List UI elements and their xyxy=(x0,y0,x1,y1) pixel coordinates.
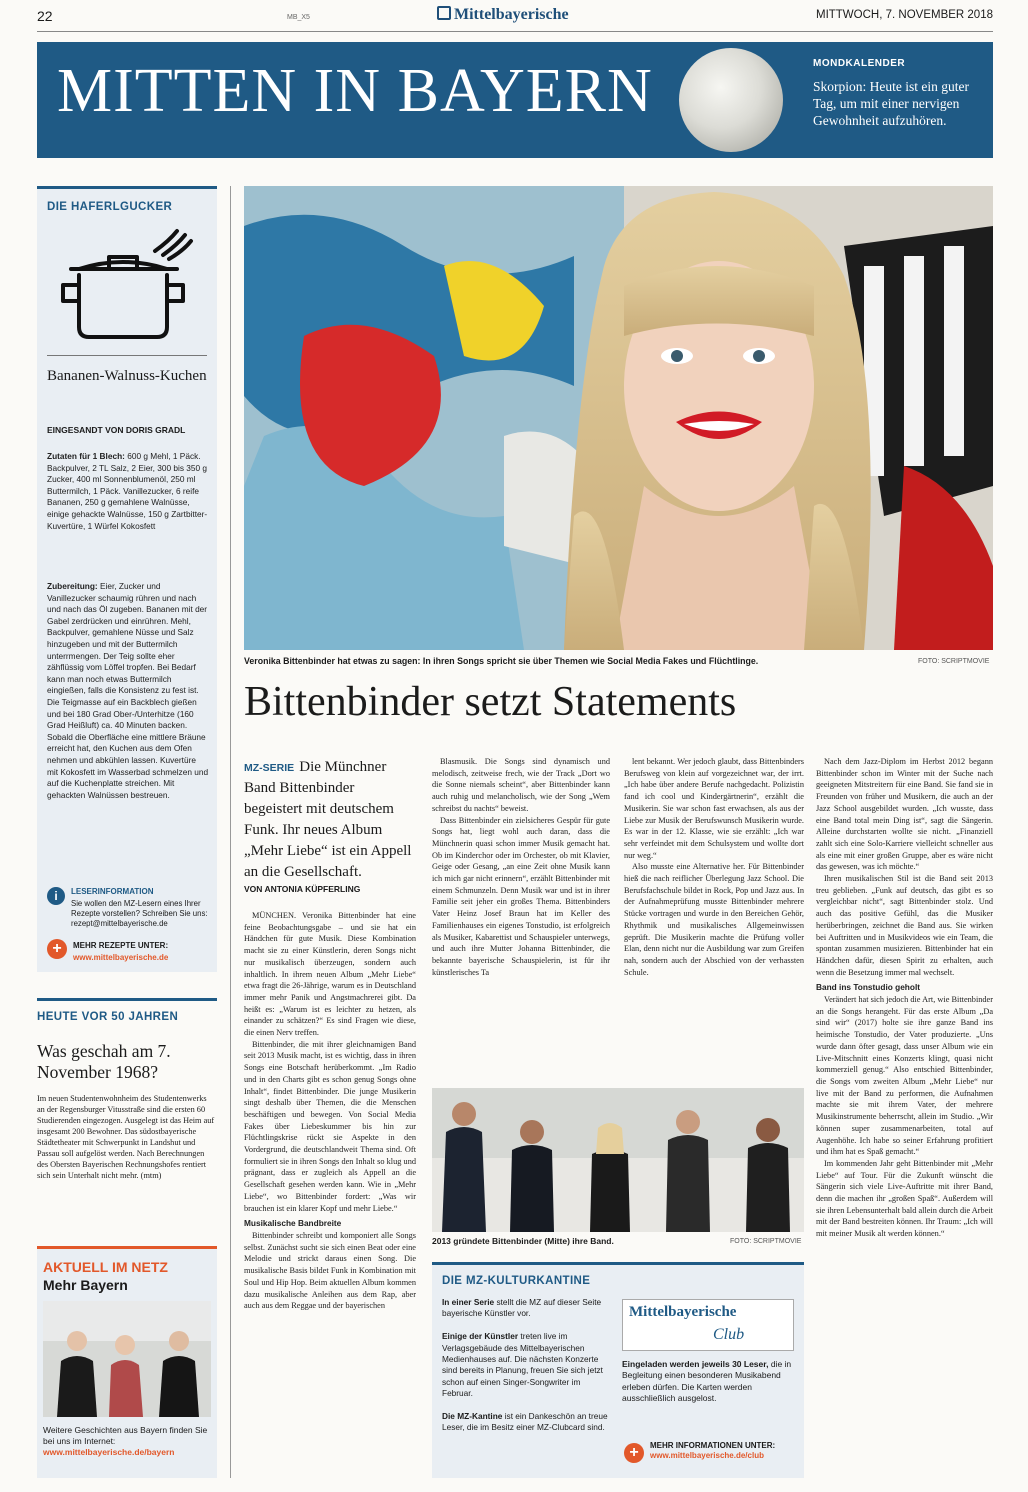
paragraph: Im kommenden Jahr geht Bittenbinder mit „Mehr Liebe“ auf Tour. Für die Zukunft wünscht die Sängerin sich viele Live-Auftritte mit ihrer Band, denn die machen ihr „großen Spaß“. Außerdem will sie ihren Lebensunterhalt bald allein durch die Arbeit mit der Band bestreiten können. Ihr Traum: „Ich will mit meiner Musik alt werden können.“ xyxy=(816,1158,993,1239)
series-label: MZ-SERIE xyxy=(244,762,295,774)
online-box-photo xyxy=(43,1301,211,1417)
more-info: MEHR INFORMATIONEN UNTER: www.mittelbayerische.de/club xyxy=(650,1441,776,1460)
recipe-box xyxy=(37,186,217,972)
article-lead xyxy=(244,756,416,882)
photo-caption: Veronika Bittenbinder hat etwas zu sagen: In ihren Songs spricht sie über Themen wie Social Media Fakes und Flüchtlinge. xyxy=(244,656,759,666)
recipe-title: Bananen-Walnuss-Kuchen xyxy=(47,368,207,384)
paragraph: Dass Bittenbinder ein zielsicheres Gespür für gute Songs hat, liegt wohl auch daran, dass die Münchnerin quasi schon immer Musik gemacht hat. Ob im Kinderchor oder im Orchester, ob mit Klavier, Geige oder Gesang, „an eine Zeit ohne Musik kann ich mich gar nicht erinnern“, erzählt Bittenbinder mit einem Schmunzeln. Denn Musik war und ist in ihrer Familie seit jeher ein großes Thema. Bittenbinders Vater Heinz Josef Braun hat im Keller des Familienhauses ein eigenes Tonstudio, ist erfolgreich als Musiker, Kabarettist und Schauspieler unterwegs, und auch ihre Mutter Johanna Bittenbinder, die bekannte bayerische Schauspielerin, ist für ihr künstlerisches Ta xyxy=(432,815,610,977)
article-column-2 xyxy=(432,756,610,1086)
subheading: Musikalische Bandbreite xyxy=(244,1218,342,1229)
issue-date: MITTWOCH, 7. NOVEMBER 2018 xyxy=(815,9,993,21)
paragraph: Also musste eine Alternative her. Für Bittenbinder hieß die nach reiflicher Überlegung Jazz School. Die Berufsfachschule bildet in Rock, Pop und Jazz aus. In der Aufnahmeprüfung musste Bittenbinder mehrere Stücke vortragen und wurde in den Bereichen Gehör, Rhythmik und musikalisches Allgemeinwissen geprüft. Die Musikerin machte die Prüfung voller Elan, denn nicht nur die Ausbildung war zum Greifen nah, sondern auch der Abschied von der verhassten Schule. xyxy=(624,862,804,977)
recipe-box-header: DIE HAFERLGUCKER xyxy=(47,201,173,213)
lead-text: Die Münchner Band Bittenbinder begeistert mit deutschem Funk. Ihr neues Album „Mehr Liebe“ ist ein Appell an die Gesellschaft. xyxy=(244,759,412,880)
paragraph: MÜNCHEN. Veronika Bittenbinder hat eine feine Beobachtungsgabe – und sie hat ein Händchen für gute Musik. Diese Kombination macht sie zu einer Künstlerin, deren Songs nicht nur musikalisch überzeugen, sondern auch inhaltlich. In ihrem neuen Album „Mehr Liebe“ etwa fragt die 26-Jährige, warum es in Deutschland immer mehr Panik und Angstmachrerei gibt. Da heißt es: „Warum ist es leichter zu hetzen, als einander zu schätzen?“ Es sind Fragen wie diese, die einen Nerv treffen. xyxy=(244,911,416,1038)
online-box xyxy=(37,1246,217,1478)
edition-code: MB_X5 xyxy=(287,14,310,21)
more-recipes-label: MEHR REZEPTE UNTER: xyxy=(73,941,169,950)
newspaper-brand: Mittelbayerische xyxy=(437,6,569,24)
band-photo xyxy=(432,1088,804,1232)
paragraph: Bittenbinder schreibt und komponiert alle Songs selbst. Zunächst sucht sie sich einen Beat oder eine Melodie und strickt daraus einen Song. Die musikalische Basis bildet Funk in Kombination mit Soul und Hip Hop. Beim aktuellen Album kommen dazu musikalische Anleihen aus dem Rap, aber auch aus dem Reggae und der bayerischen xyxy=(244,1230,416,1311)
article-headline: Bittenbinder setzt Statements xyxy=(244,679,737,725)
article-column-3 xyxy=(624,756,804,1086)
online-box-link[interactable]: www.mittelbayerische.de/bayern xyxy=(43,1447,175,1457)
photo-credit: FOTO: SCRIPTMOVIE xyxy=(918,658,990,665)
paragraph: Verändert hat sich jedoch die Art, wie Bittenbinder an die Songs herangeht. Für das erste Album „Da sind wir“ (2017) holte sie ihre ganze Band ins heimische Tonstudio, der Vater produzierte. „Uns wurde dann öfter gesagt, dass unser Album wie ein Live-Mitschnitt eines Konzerts klingt, quasi nicht kommerziell genug.“ Also entschied Bittenbinder, die Songs vom zweiten Album „Mehr Liebe“ nur live mit der Band zu performen, die Aufnahmen machte sie mit ihrem Vater, der mehrere Musikinstrumente beherrscht, allein im Studio. „Wir können super zusammenarbeiten, total auf Augenhöhe. Ich habe so seiner Erfahrung profitiert und ihm hat es Spaß gemacht.“ xyxy=(816,995,993,1157)
article-column-1 xyxy=(244,910,416,1480)
more-recipes-link[interactable]: www.mittelbayerische.de xyxy=(73,953,169,962)
recipe-ingredients: Zutaten für 1 Blech: 600 g Mehl, 1 Päck. Backpulver, 2 TL Salz, 2 Eier, 300 bis 350 g Zucker, 400 ml Sonnenblumenöl, 250 ml Buttermilch, 1 Päck. Vanillezucker, 6 reife Bananen, 250 g gemahlene Walnüsse, einige gehackte Walnüsse, 150 g Zartbitter-Kuvertüre, 1 Würfel Kokosfett xyxy=(47,451,208,531)
section-title: MITTEN IN BAYERN xyxy=(57,57,653,125)
info-icon: i xyxy=(47,887,65,905)
moon-calendar-text: Skorpion: Heute ist ein guter Tag, um mit einer nervigen Gewohnheit aufzuhören. xyxy=(813,79,969,128)
online-box-headline: Mehr Bayern xyxy=(43,1277,128,1293)
history-box-header: HEUTE VOR 50 JAHREN xyxy=(37,1011,179,1023)
moon-calendar-label: MONDKALENDER xyxy=(813,58,906,69)
recipe-divider xyxy=(47,355,207,356)
brand-logo-icon xyxy=(437,6,451,20)
moon-image xyxy=(679,48,783,152)
history-box xyxy=(37,998,217,1238)
reader-info-text: Sie wollen den MZ-Lesern eines Ihrer Rezepte vorstellen? Schreiben Sie uns: rezept@mittelbayerische.de xyxy=(71,899,208,928)
kulturkantine-box xyxy=(432,1262,804,1478)
paragraph: Blasmusik. Die Songs sind dynamisch und melodisch, zeitweise frech, wie der Track „Dort wo die Sonne niemals scheint“, aber Bittenbinder kann auch ruhig und melancholisch, wie der Song „Wem schreibst du nachts“ beweist. xyxy=(432,757,610,813)
online-box-text: Weitere Geschichten aus Bayern finden Sie bei uns im Internet: www.mittelbayerische.de/bayern xyxy=(43,1425,208,1457)
article-column-4 xyxy=(816,756,993,1480)
plus-icon: + xyxy=(624,1443,644,1463)
kulturkantine-invite: Eingeladen werden jeweils 30 Leser, die in Begleitung einen besonderen Musikabend erleben dürfen. Die Karten werden ausschließlich ausgelost. xyxy=(622,1359,792,1404)
page-topline xyxy=(37,6,993,32)
band-photo-caption: 2013 gründete Bittenbinder (Mitte) ihre Band. xyxy=(432,1236,614,1246)
online-box-kicker: AKTUELL IM NETZ xyxy=(43,1259,168,1275)
plus-icon: + xyxy=(47,939,67,959)
paragraph: Ihren musikalischen Stil ist die Band seit 2013 treu geblieben. „Funk auf deutsch, das gibt es so vergleichbar nicht“, sagt Bittenbinder stolz. Und auch das positive Gefühl, das die Musiker herüberbringen, zeichnet die Band aus. Sie wirken bei Auftritten und in Musikvideos wie ein Team, die spontan zusammen musizieren. Bittenbinder hat ein Händchen dafür, diesen Spirit zu erhalten, auch wenn die Besetzung immer mal wechselt. xyxy=(816,874,993,977)
history-text: Im neuen Studentenwohnheim des Studentenwerks an der Regensburger Vitusstraße sind die ersten 60 Studierenden eingezogen. Ausgelegt ist das Heim auf insgesamt 200 Bewohner. Das südostbayerische Städtetheater mit Schwerpunkt in Landshut und Passau soll aufgelöst werden. Nach Berechnungen des Obersten Bayerischen Rechnungshofes rentiert sich sein Unterhalt nicht mehr. (mtm) xyxy=(37,1094,215,1180)
kulturkantine-info: In einer Serie stellt die MZ auf dieser Seite bayerische Künstler vor. Einige der Künstler treten live im Verlagsgebäude des Mittelbayerischen Medienhauses auf. Die nächsten Konzerte sind bereits in Planung, freuen Sie sich jetzt schon auf einen Singer-Songwriter im Februar. Die MZ-Kantine ist ein Dankeschön an treue Leser, die im Besitz einer MZ-Clubcard sind. xyxy=(442,1297,608,1433)
paragraph: Bittenbinder, die mit ihrer gleichnamigen Band seit 2013 Musik macht, ist es wichtig, dass in ihren Songs eine Botschaft herüberkommt. „Im Radio und in den Charts gibt es schon genug Songs ohne Inhalt“, findet Bittenbinder. Die junge Musikerin singt deshalb über Themen, die die Menschen beschäftigen und bewegen. Von Social Media Fakes über Liebeskummer bis hin zur Flüchtlingskrise rückt sie Aspekte in den Vordergrund, die deutschlandweit Thema sind. Oft formuliert sie in ihren Songs den Inhalt so klug und prägnant, dass er zugleich als Appell an die Gesellschaft gesehen werden kann. Wie in „Mehr Liebe“, wo Bittenbinder fordert: „Was wir brauchen ist ein klarer Kopf und mehr Liebe.“ xyxy=(244,1039,416,1213)
recipe-sender: EINGESANDT VON DORIS GRADL xyxy=(47,425,186,435)
paragraph: Nach dem Jazz-Diplom im Herbst 2012 begann Bittenbinder schon im Winter mit der Suche nach geeigneten Mitstreitern für eine Band. Sie fand sie in Freunden von früher und Musikern, die auch an der Jazz School ausgebildet wurden. „Ich wusste, dass eine Band total mein Ding ist“, sagt die Sängerin. Alleine durchstarten wollte sie nicht. „Finanziell zahlt sich eine Solo-Karriere vielleicht schneller aus als eine mit einer großen Gruppe, aber es wäre nicht das gewesen, was ich möchte.“ xyxy=(816,757,993,872)
byline: VON ANTONIA KÜPFERLING xyxy=(244,884,361,894)
paragraph: lent bekannt. Wer jedoch glaubt, dass Bittenbinders Berufsweg von klein auf vorgezeichnet war, der irrt. „Ich habe über andere Berufe nachgedacht. Polizistin fand ich cool und Kindergärtnerin“, erzählt die Musikerin. Sie war schon fast erwachsen, als aus der Liebe zur Musik der Berufswunsch Musikerin wurde. Es war in der 12. Klasse, wie sie erzählt: „Ich war sehr verfeindet mit dem Schulsystem und wollte dort nur weg.“ xyxy=(624,757,804,860)
reader-info-label: LESERINFORMATION xyxy=(71,887,154,896)
page-number: 22 xyxy=(37,8,53,24)
main-article-photo xyxy=(244,186,993,650)
subheading: Band ins Tonstudio geholt xyxy=(816,982,921,993)
cooking-pot-icon xyxy=(59,227,199,347)
band-photo-credit: FOTO: SCRIPTMOVIE xyxy=(730,1238,802,1245)
kulturkantine-header: DIE MZ-KULTURKANTINE xyxy=(442,1275,591,1287)
column-divider xyxy=(230,186,231,1478)
recipe-preparation: Zubereitung: Eier, Zucker und Vanillezucker schaumig rühren und nach und nach das Öl zugeben. Bananen mit der Gabel zerdrücken und einrühren. Mehl, Backpulver, gemahlene Nüsse und Salz hinzugeben und mit der Buttermilch unterrmengen. Der Teig sollte eher zähflüssig vom Löffel tropfen. Bei Bedarf kann man noch etwas Buttermilch eingießen, falls die Konsistenz zu fest ist. Die Teigmasse auf ein Backblech gießen und bei 180 Grad Ober-/Unterhitze (160 Grad Heißluft) ca. 40 Minuten backen. Sobald die Oberfläche eine mittlere Bräune erreicht hat, den Kuchen aus dem Ofen nehmen und abkühlen lassen. Kuvertüre mit Kokosfett im Wasserbad schmelzen und auf die Kuchenplatte streichen. Mit gehackten Walnüssen bestreuen. xyxy=(47,581,209,800)
history-headline: Was geschah am 7. November 1968? xyxy=(37,1041,171,1082)
mz-club-logo: Mittelbayerische Club xyxy=(622,1299,794,1351)
section-header-band xyxy=(37,42,993,158)
more-info-link[interactable]: www.mittelbayerische.de/club xyxy=(650,1451,764,1460)
